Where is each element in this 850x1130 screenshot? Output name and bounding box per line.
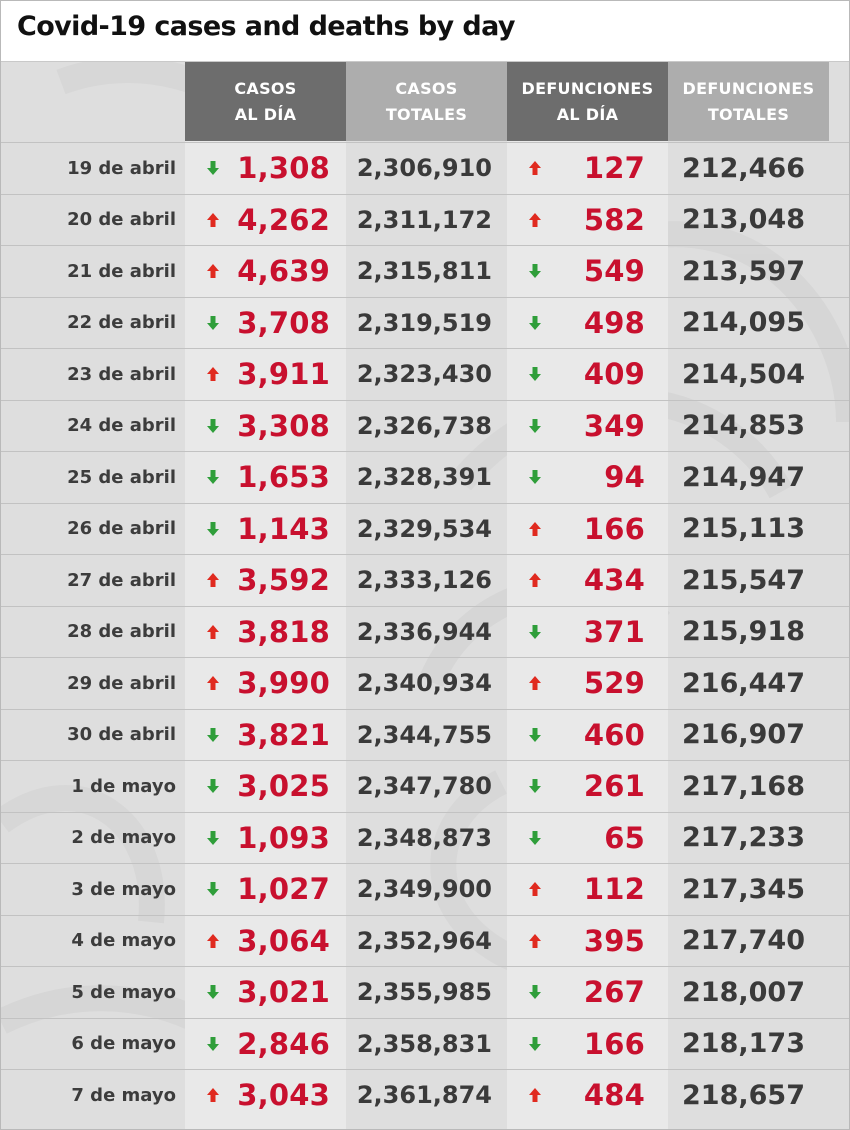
cases-total-value: 2,349,900 xyxy=(356,875,492,904)
deaths-day-value: 434 xyxy=(583,563,645,598)
deaths-total-value: 215,547 xyxy=(682,564,805,596)
cases-total-value: 2,326,738 xyxy=(356,411,492,440)
deaths-day-value: 582 xyxy=(583,202,645,237)
deaths-total-value: 214,947 xyxy=(682,461,805,493)
row-date: 28 de abril xyxy=(67,621,176,643)
cases-total-value: 2,336,944 xyxy=(356,617,492,646)
cases-day-value: 3,064 xyxy=(237,923,330,958)
deaths-total-value: 214,504 xyxy=(682,358,805,390)
row-date: 26 de abril xyxy=(67,518,176,540)
deaths-total-value: 217,233 xyxy=(682,822,805,854)
deaths-total-value: 218,007 xyxy=(682,976,805,1008)
table-row xyxy=(1,1069,849,1121)
deaths-day-value: 409 xyxy=(583,357,645,392)
title-bar xyxy=(1,1,849,62)
row-date: 5 de mayo xyxy=(71,981,176,1003)
cases-total-value: 2,361,874 xyxy=(356,1081,492,1110)
header-cases-day: CASOS AL DÍA xyxy=(185,62,346,141)
cases-day-value: 3,708 xyxy=(237,305,330,340)
deaths-total-value: 213,048 xyxy=(682,204,805,236)
deaths-day-value: 65 xyxy=(604,820,645,855)
deaths-total-value: 216,447 xyxy=(682,667,805,699)
cases-day-value: 1,093 xyxy=(237,820,330,855)
deaths-day-value: 166 xyxy=(583,1026,645,1061)
deaths-total-value: 217,168 xyxy=(682,770,805,802)
row-date: 27 de abril xyxy=(67,569,176,591)
deaths-total-value: 217,740 xyxy=(682,925,805,957)
deaths-day-value: 127 xyxy=(583,151,645,186)
row-date: 6 de mayo xyxy=(71,1033,176,1055)
deaths-total-value: 217,345 xyxy=(682,873,805,905)
row-date: 29 de abril xyxy=(67,672,176,694)
row-date: 22 de abril xyxy=(67,312,176,334)
deaths-total-value: 214,853 xyxy=(682,410,805,442)
deaths-total-value: 218,657 xyxy=(682,1079,805,1111)
deaths-day-value: 460 xyxy=(583,717,645,752)
cases-total-value: 2,315,811 xyxy=(356,257,492,286)
cases-day-value: 3,990 xyxy=(237,666,330,701)
cases-day-value: 3,818 xyxy=(237,614,330,649)
deaths-day-value: 261 xyxy=(583,769,645,804)
cases-day-value: 3,021 xyxy=(237,975,330,1010)
table-row xyxy=(1,348,849,400)
deaths-day-value: 349 xyxy=(583,408,645,443)
row-date: 21 de abril xyxy=(67,260,176,282)
deaths-day-value: 166 xyxy=(583,511,645,546)
table-row xyxy=(1,709,849,761)
table-row xyxy=(1,503,849,555)
cases-day-value: 1,653 xyxy=(237,460,330,495)
header-deaths-day: DEFUNCIONES AL DÍA xyxy=(507,62,668,141)
table-row xyxy=(1,606,849,658)
cases-day-value: 3,043 xyxy=(237,1078,330,1113)
deaths-total-value: 214,095 xyxy=(682,307,805,339)
deaths-total-value: 215,113 xyxy=(682,513,805,545)
table-row xyxy=(1,657,849,709)
header-cases-total: CASOS TOTALES xyxy=(346,62,507,141)
cases-total-value: 2,347,780 xyxy=(356,772,492,801)
deaths-day-value: 371 xyxy=(583,614,645,649)
row-date: 24 de abril xyxy=(67,415,176,437)
cases-total-value: 2,358,831 xyxy=(356,1029,492,1058)
table-row xyxy=(1,915,849,967)
cases-total-value: 2,329,534 xyxy=(356,514,492,543)
cases-total-value: 2,319,519 xyxy=(356,308,492,337)
row-date: 7 de mayo xyxy=(71,1084,176,1106)
table-row xyxy=(1,400,849,452)
row-date: 4 de mayo xyxy=(71,930,176,952)
cases-total-value: 2,328,391 xyxy=(356,463,492,492)
deaths-total-value: 215,918 xyxy=(682,616,805,648)
table-row xyxy=(1,1018,849,1070)
deaths-day-value: 529 xyxy=(583,666,645,701)
row-date: 20 de abril xyxy=(67,209,176,231)
table-row xyxy=(1,966,849,1018)
cases-total-value: 2,306,910 xyxy=(356,154,492,183)
cases-day-value: 3,911 xyxy=(237,357,330,392)
cases-day-value: 4,262 xyxy=(237,202,330,237)
deaths-total-value: 218,173 xyxy=(682,1028,805,1060)
cases-day-value: 4,639 xyxy=(237,254,330,289)
deaths-day-value: 395 xyxy=(583,923,645,958)
table-row xyxy=(1,760,849,812)
row-date: 1 de mayo xyxy=(71,775,176,797)
table-row xyxy=(1,142,849,194)
cases-day-value: 2,846 xyxy=(237,1026,330,1061)
deaths-day-value: 267 xyxy=(583,975,645,1010)
cases-total-value: 2,340,934 xyxy=(356,669,492,698)
row-date: 25 de abril xyxy=(67,466,176,488)
deaths-total-value: 212,466 xyxy=(682,152,805,184)
cases-total-value: 2,344,755 xyxy=(356,720,492,749)
table-row xyxy=(1,863,849,915)
table-row xyxy=(1,194,849,246)
row-date: 19 de abril xyxy=(67,157,176,179)
deaths-day-value: 112 xyxy=(583,872,645,907)
page-title: Covid-19 cases and deaths by day xyxy=(17,11,515,42)
deaths-day-value: 498 xyxy=(583,305,645,340)
cases-day-value: 3,821 xyxy=(237,717,330,752)
cases-day-value: 1,027 xyxy=(237,872,330,907)
table-row xyxy=(1,245,849,297)
cases-total-value: 2,311,172 xyxy=(356,205,492,234)
cases-day-value: 1,143 xyxy=(237,511,330,546)
deaths-total-value: 213,597 xyxy=(682,255,805,287)
cases-total-value: 2,323,430 xyxy=(356,360,492,389)
cases-total-value: 2,348,873 xyxy=(356,823,492,852)
cases-total-value: 2,333,126 xyxy=(356,566,492,595)
deaths-day-value: 549 xyxy=(583,254,645,289)
table-row xyxy=(1,451,849,503)
table-row xyxy=(1,297,849,349)
cases-day-value: 3,592 xyxy=(237,563,330,598)
cases-total-value: 2,352,964 xyxy=(356,926,492,955)
row-date: 30 de abril xyxy=(67,724,176,746)
cases-day-value: 3,308 xyxy=(237,408,330,443)
deaths-day-value: 94 xyxy=(604,460,645,495)
cases-total-value: 2,355,985 xyxy=(356,978,492,1007)
header-deaths-total: DEFUNCIONES TOTALES xyxy=(668,62,829,141)
row-date: 2 de mayo xyxy=(71,827,176,849)
table-row xyxy=(1,554,849,606)
cases-day-value: 1,308 xyxy=(237,151,330,186)
deaths-day-value: 484 xyxy=(583,1078,645,1113)
row-date: 3 de mayo xyxy=(71,878,176,900)
deaths-total-value: 216,907 xyxy=(682,719,805,751)
table-row xyxy=(1,812,849,864)
cases-day-value: 3,025 xyxy=(237,769,330,804)
data-table xyxy=(1,62,849,1130)
row-date: 23 de abril xyxy=(67,363,176,385)
